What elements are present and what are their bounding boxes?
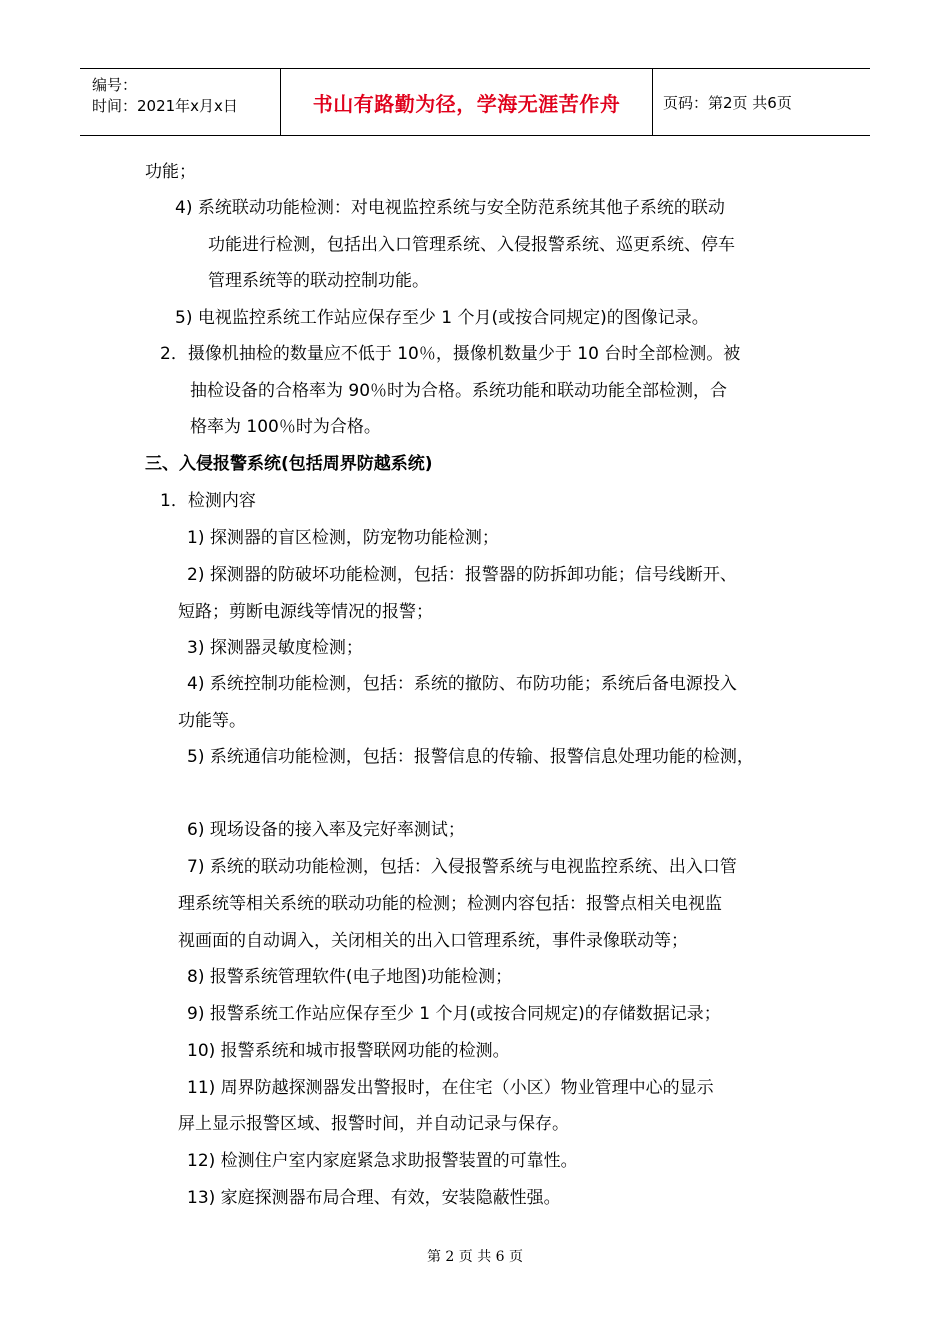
text-line: 13) 家庭探测器布局合理、有效，安装隐蔽性强。 [187,1188,561,1208]
text-line: 屏上显示报警区域、报警时间，并自动记录与保存。 [178,1114,569,1134]
text-line: 1) 探测器的盲区检测，防宠物功能检测； [187,528,499,548]
text-line: 10) 报警系统和城市报警联网功能的检测。 [187,1041,510,1061]
header-meta [80,69,281,135]
page-header [80,68,870,136]
subsection-heading: 1．检测内容 [160,491,256,511]
text-line: 2) 探测器的防破坏功能检测，包括：报警器的防拆卸功能；信号线断开、 [187,565,737,585]
text-line: 功能； [145,162,196,182]
text-line: 理系统等相关系统的联动功能的检测；检测内容包括：报警点相关电视监 [178,894,722,914]
text-line: 管理系统等的联动控制功能。 [208,271,429,291]
serial-label: 编号： [92,76,138,94]
text-line: 12) 检测住户室内家庭紧急求助报警装置的可靠性。 [187,1151,578,1171]
text-line: 7) 系统的联动功能检测，包括：入侵报警系统与电视监控系统、出入口管 [187,857,737,877]
header-page-number: 页码：第2页 共6页 [663,93,792,112]
text-line: 11) 周界防越探测器发出警报时，在住宅（小区）物业管理中心的显示 [187,1078,714,1098]
text-line: 6) 现场设备的接入率及完好率测试； [187,820,465,840]
text-line: 9) 报警系统工作站应保存至少 1 个月(或按合同规定)的存储数据记录； [187,1004,721,1024]
text-line: 4) 系统联动功能检测：对电视监控系统与安全防范系统其他子系统的联动 [175,198,725,218]
text-line: 功能进行检测，包括出入口管理系统、入侵报警系统、巡更系统、停车 [208,235,735,255]
text-line: 2．摄像机抽检的数量应不低于 10％，摄像机数量少于 10 台时全部检测。被 [160,344,741,364]
text-line: 视画面的自动调入，关闭相关的出入口管理系统，事件录像联动等； [178,931,688,951]
text-line: 5) 系统通信功能检测，包括：报警信息的传输、报警信息处理功能的检测， [187,747,754,767]
text-line: 5) 电视监控系统工作站应保存至少 1 个月(或按合同规定)的图像记录。 [175,308,709,328]
text-line: 格率为 100％时为合格。 [190,417,381,437]
text-line: 短路；剪断电源线等情况的报警； [178,602,433,622]
text-line: 8) 报警系统管理软件(电子地图)功能检测； [187,967,513,987]
text-line: 3) 探测器灵敏度检测； [187,638,363,658]
header-motto: 书山有路勤为径，学海无涯苦作舟 [281,69,653,135]
text-line: 抽检设备的合格率为 90％时为合格。系统功能和联动功能全部检测，合 [190,381,728,401]
text-line: 功能等。 [178,711,246,731]
page-footer: 第 2 页 共 6 页 [426,1249,524,1265]
section-heading: 三、入侵报警系统(包括周界防越系统) [145,454,433,474]
time-label: 时间：2021年x月x日 [92,97,238,115]
text-line: 4) 系统控制功能检测，包括：系统的撤防、布防功能；系统后备电源投入 [187,674,737,694]
